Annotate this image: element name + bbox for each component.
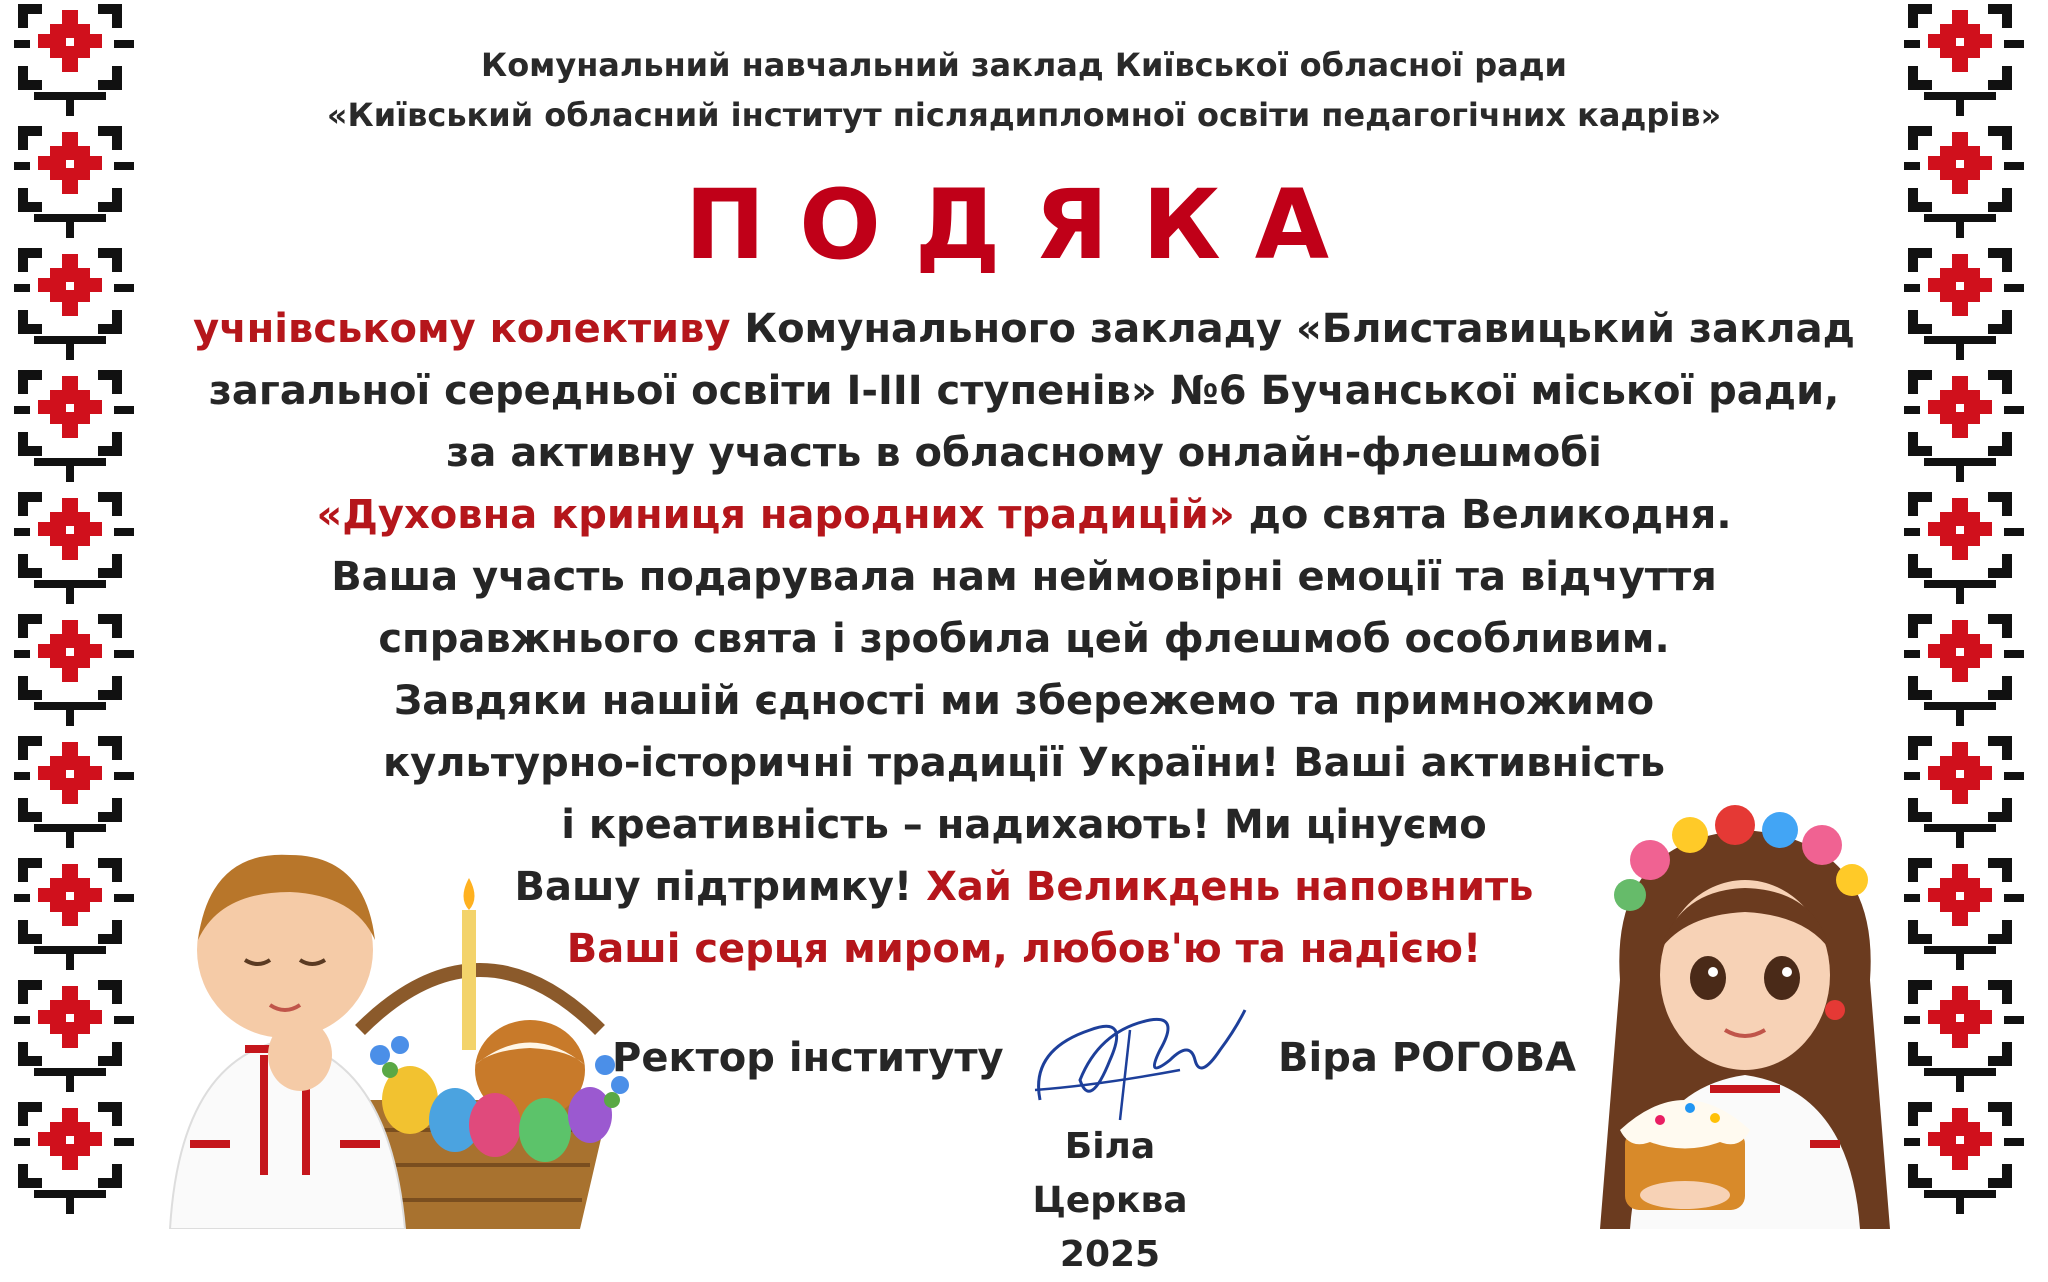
rector-name: Віра РОГОВА: [1278, 1035, 1577, 1081]
rector-title: Ректор інституту: [612, 1035, 1004, 1081]
body-line-2: загальної середньої освіти І-ІІІ ступенів» №6 Бучанської міської ради,: [208, 368, 1840, 414]
wish-text-1: Хай Великдень наповнить: [926, 864, 1534, 910]
certificate-title: ПОДЯКА: [684, 169, 1364, 281]
boy-with-easter-basket-illustration: [150, 800, 660, 1229]
body-line-8: культурно-історичні традиції України! Ваші активність: [383, 740, 1665, 786]
header-line-2: «Київський обласний інститут післядипломної освіти педагогічних кадрів»: [326, 96, 1722, 134]
body-line-7: Завдяки нашій єдності ми збережемо та примножимо: [393, 678, 1655, 724]
event-name: «Духовна криниця народних традицій»: [316, 492, 1235, 538]
body-line-5: Ваша участь подарувала нам неймовірні емоції та відчуття: [331, 554, 1717, 600]
body-line-4: «Духовна криниця народних традицій» до свята Великодня.: [316, 492, 1732, 538]
body-line-10: Вашу підтримку! Хай Великдень наповнить: [514, 864, 1534, 910]
institution-header: [150, 40, 1898, 140]
wish-text-2: Ваші серця миром, любов'ю та надією!: [566, 926, 1482, 972]
year: 2025: [1059, 1234, 1161, 1275]
body-line-6: справжнього свята і зробила цей флешмоб особливим.: [378, 616, 1670, 662]
left-embroidery-border: [14, 0, 144, 1229]
right-embroidery-border: [1904, 0, 2034, 1229]
body-line-9: і креативність – надихають! Ми цінуємо: [561, 802, 1487, 848]
body-line-1: учнівському колективу Комунального закладу «Блиставицький заклад: [193, 306, 1855, 352]
handwritten-signature: [1020, 990, 1260, 1130]
girl-with-easter-bread-illustration: [1590, 800, 1900, 1229]
place-and-date: [985, 1120, 1235, 1282]
recipient-highlight: учнівському колективу: [193, 306, 731, 352]
city-name: Біла Церква: [1032, 1126, 1188, 1221]
body-line-3: за активну участь в обласному онлайн-флешмобі: [446, 430, 1602, 476]
header-line-1: Комунальний навчальний заклад Київської обласної ради: [481, 46, 1567, 84]
